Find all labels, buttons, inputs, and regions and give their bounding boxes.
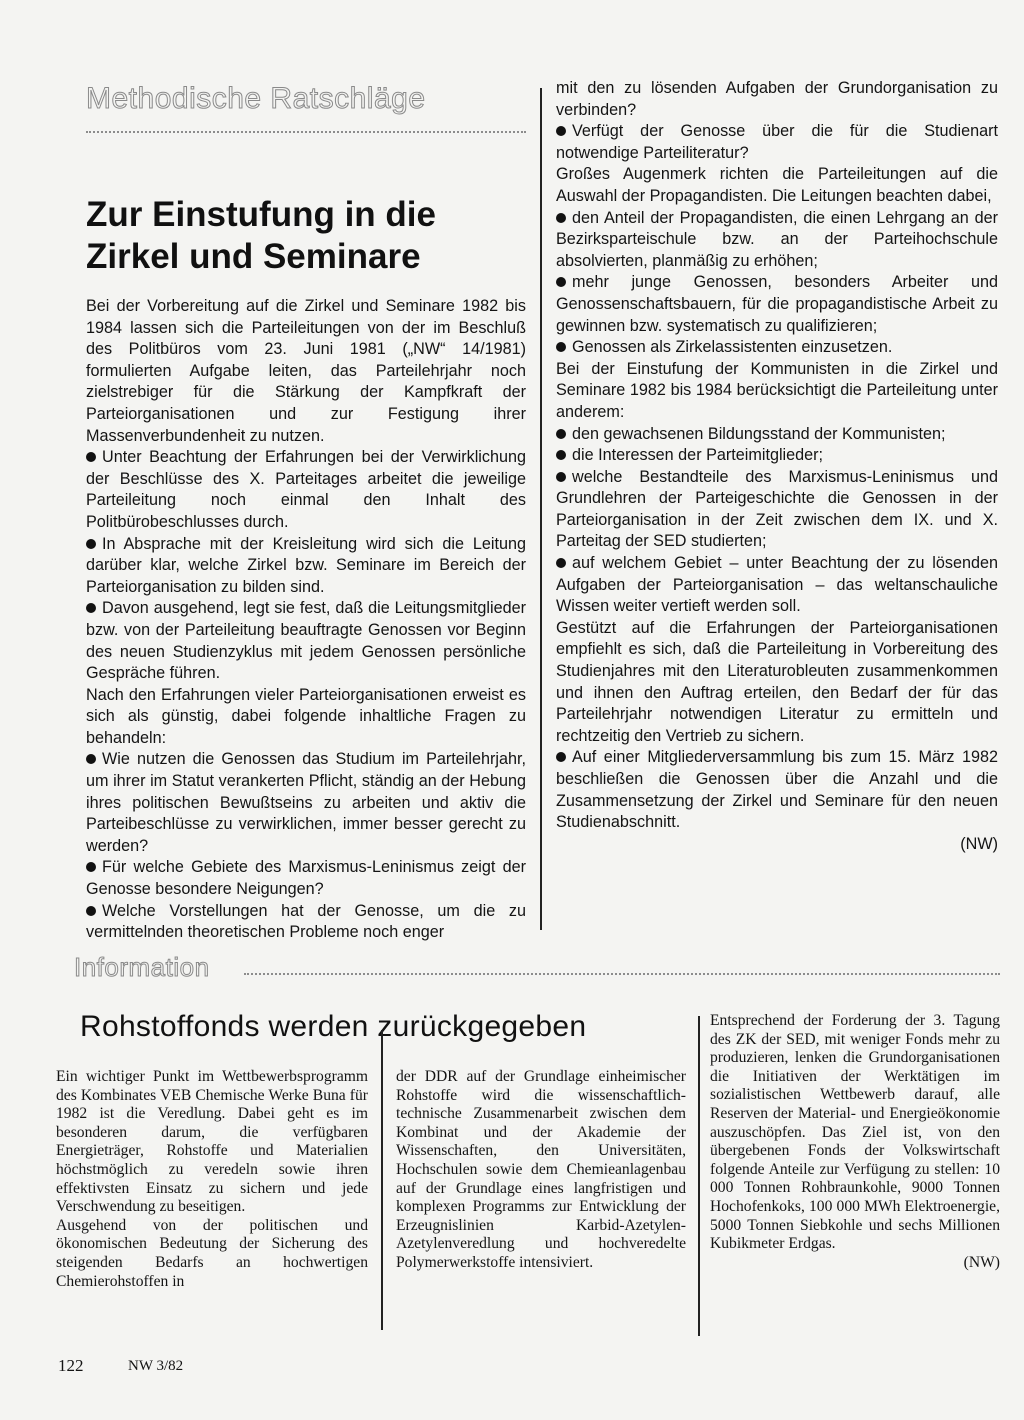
bullet-item: die Interessen der Parteimitglieder;: [556, 445, 998, 467]
section-kicker-methodische: Methodische Ratschläge: [86, 82, 426, 115]
bullet-icon: [556, 213, 566, 223]
section-kicker-information: Information: [74, 952, 210, 982]
bullet-item: den Anteil der Propagandisten, die einen Lehrgang an der Bezirksparteischule bzw. an der Parteihochschule absolvierten, planmäßig zu erhöhen;: [556, 208, 998, 270]
article2-column-3: [710, 1012, 1000, 1272]
bullet-item: den gewachsenen Bildungsstand der Kommunisten;: [556, 424, 998, 446]
bullet-item: Verfügt der Genosse über die für die Studienart notwendige Parteiliteratur?: [556, 122, 998, 162]
body-paragraph: Großes Augenmerk richten die Parteileitungen auf die Auswahl der Propagandisten. Die Leitungen beachten dabei,: [556, 165, 998, 205]
bullet-icon: [556, 472, 566, 482]
kicker-dotted-rule: [244, 973, 1000, 975]
bullet-item: Davon ausgehend, legt sie fest, daß die Leitungsmitglieder bzw. von der Parteileitung beauftragte Genossen vor Beginn des neuen Studienzyklus mit jedem Genossen persönliche Gespräche führen.: [86, 599, 526, 683]
bullet-icon: [556, 277, 566, 287]
bullet-item: Genossen als Zirkelassistenten einzusetzen.: [556, 337, 998, 359]
article2-column-1: [56, 1068, 368, 1291]
bullet-icon: [556, 342, 566, 352]
bullet-icon: [86, 452, 96, 462]
body-paragraph: Ein wichtiger Punkt im Wettbewerbsprogramm des Kombinates VEB Chemische Werke Buna für 1982 ist die Veredlung. Dabei geht es im besonderen darum, die verfügbaren Energieträger, Rohstoffe und Materialien höchstmöglich zu veredeln sowie ihren effektivsten Einsatz zu sichern und jede Verschwendung zu beseitigen.: [56, 1068, 368, 1216]
issue-label: NW 3/82: [128, 1358, 184, 1374]
bullet-item: auf welchem Gebiet – unter Beachtung der zu lösenden Aufgaben der Parteiorganisation – das weltanschauliche Wissen weiter vertieft werden soll.: [556, 554, 998, 616]
bullet-item: Wie nutzen die Genossen das Studium im Parteilehrjahr, um ihrer im Statut verankerten Pflicht, ständig an der Hebung ihres politischen Bewußtseins zu arbeiten und aktiv die Parteibeschlüsse zu verwirklichen, immer besser gerecht zu werden?: [86, 750, 526, 855]
body-paragraph: Nach den Erfahrungen vieler Parteiorganisationen erweist es sich als günstig, dabei folgende inhaltliche Fragen zu behandeln:: [86, 685, 526, 747]
bullet-icon: [86, 754, 96, 764]
bullet-icon: [556, 429, 566, 439]
headline-line-1: Zur Einstufung in die: [86, 195, 436, 234]
headline-line-2: Zirkel und Seminare: [86, 237, 421, 276]
article2-column-2: [396, 1068, 686, 1273]
article1-left-column: [86, 296, 526, 944]
bullet-icon: [556, 450, 566, 460]
bullet-item: mehr junge Genossen, besonders Arbeiter und Genossenschaftsbauern, für die propagandistische Arbeit zu gewinnen bzw. systematisch zu qualifizieren;: [556, 273, 998, 335]
bullet-icon: [556, 126, 566, 136]
article1-signature: (NW): [960, 834, 998, 853]
bullet-item: Für welche Gebiete des Marxismus-Leninismus zeigt der Genosse besondere Neigungen?: [86, 858, 526, 899]
page-number: 122: [58, 1356, 84, 1375]
article1-right-column: [556, 78, 998, 855]
bullet-item: welche Bestandteile des Marxismus-Leninismus und Grundlehren der Parteigeschichte die Genossen in der Parteiorganisation in der Zeit zwischen dem IX. und X. Parteitag der SED studierten;: [556, 467, 998, 551]
bullet-icon: [556, 558, 566, 568]
bullet-icon: [86, 539, 96, 549]
body-paragraph: der DDR auf der Grundlage einheimischer Rohstoffe wird die wissenschaftlich-technische Zusammenarbeit zwischen dem Kombinat und der Akademie der Wissenschaften, den Universitäten, Hochschulen sowie dem Chemieanlagenbau auf der Grundlage eines langfristigen und komplexen Programms zur Entwicklung der Erzeugnislinien Karbid-Azetylen-Azetylenveredlung und hochveredelte Polymerwerkstoffe intensiviert.: [396, 1068, 686, 1271]
continuation-text: mit den zu lösenden Aufgaben der Grundorganisation zu verbinden?: [556, 79, 998, 119]
bullet-item: Auf einer Mitgliederversammlung bis zum 15. März 1982 beschließen die Genossen über die Anzahl und die Zusammensetzung der Zirkel und Seminare für den neuen Studienabschnitt.: [556, 748, 998, 832]
bullet-icon: [556, 752, 566, 762]
body-paragraph: Entsprechend der Forderung der 3. Tagung des ZK der SED, mit weniger Fonds mehr zu produzieren, lenken die Grundorganisationen die Initiativen der Werktätigen im sozialistischen Wettbewerb darauf, alle Reserven der Material- und Energieökonomie auszuschöpfen. Das Ziel ist, von den übergebenen Fonds der Volkswirtschaft folgende Anteile zur Verfügung zu stellen: 10 000 Tonnen Rohbraunkohle, 9000 Tonnen Hochofenkoks, 100 000 MWh Elektroenergie, 5000 Tonnen Siebkohle und sechs Millionen Kubikmeter Erdgas.: [710, 1012, 1000, 1253]
kicker-dotted-rule: [86, 131, 526, 133]
bullet-icon: [86, 862, 96, 872]
body-paragraph: Gestützt auf die Erfahrungen der Parteiorganisationen empfiehlt es sich, daß die Parteileitung in Vorbereitung des Studienjahres mit den Literaturobleuten zusammenkommen und ihnen den Auftrag erteilen, den Bedarf der für das Parteilehrjahr notwendigen Literatur zu ermitteln und rechtzeitig den Vertrieb zu sichern.: [556, 618, 998, 745]
bullet-item: In Absprache mit der Kreisleitung wird sich die Leitung darüber klar, welche Zirkel bzw. Seminare im Bereich der Parteiorganisation zu bilden sind.: [86, 534, 526, 596]
column-divider: [540, 88, 542, 930]
bullet-item: Welche Vorstellungen hat der Genosse, um die zu vermittelnden theoretischen Probleme noch enger: [86, 901, 526, 942]
body-paragraph: Ausgehend von der politischen und ökonomischen Bedeutung der Sicherung des steigenden Bedarfs an hochwertigen Chemierohstoffen in: [56, 1216, 368, 1290]
intro-paragraph: Bei der Vorbereitung auf die Zirkel und Seminare 1982 bis 1984 lassen sich die Parteileitungen von der im Beschluß des Politbüros vom 23. Juni 1981 („NW“ 14/1981) formulierten Aufgabe leiten, das Parteilehrjahr noch zielstrebiger für die Stärkung der Kampfkraft der Parteiorganisationen und zur Festigung ihrer Massenverbundenheit zu nutzen.: [86, 297, 526, 445]
body-paragraph: Bei der Einstufung der Kommunisten in die Zirkel und Seminare 1982 bis 1984 berücksichtigt die Parteileitung unter anderem:: [556, 359, 998, 421]
bullet-icon: [86, 906, 96, 916]
bullet-item: Unter Beachtung der Erfahrungen bei der Verwirklichung der Beschlüsse des X. Parteitages arbeitet die jeweilige Parteileitung noch einmal den Inhalt des Politbürobeschlusses durch.: [86, 448, 526, 531]
bullet-icon: [86, 603, 96, 613]
article1-headline: [86, 194, 526, 278]
article2-signature: (NW): [963, 1253, 1000, 1271]
article2-headline: Rohstoffonds werden zurückgegeben: [80, 1010, 587, 1043]
column-divider: [381, 1030, 383, 1330]
column-divider: [698, 1016, 700, 1336]
